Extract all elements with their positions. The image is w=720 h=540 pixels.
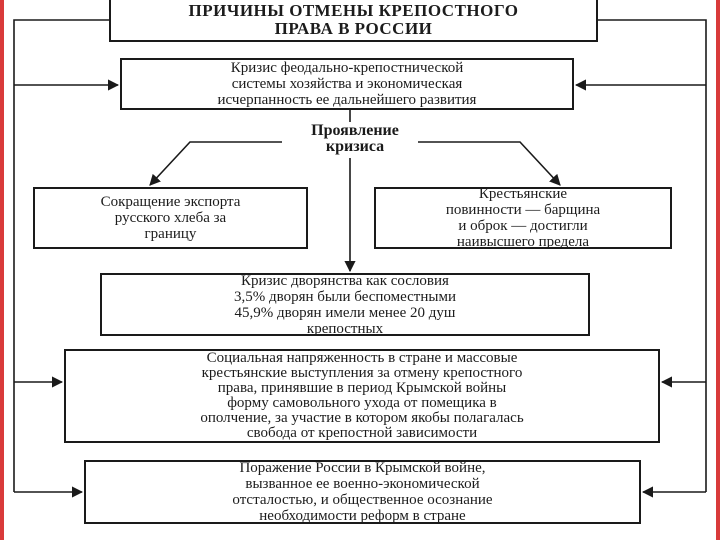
crisis-text: Кризис феодально-крепостнической системы хозяйства и экономическая исчерпанность ее дальнейшего развития xyxy=(217,60,477,108)
defeat-box xyxy=(84,460,641,524)
social-tension-text: Социальная напряженность в стране и массовые крестьянские выступления за отмену крепостного права, принявшие в период Крымской войны форму самовольного ухода от помещика в ополчение, за участие в котором якобы полагалась свобода от крепостной зависимости xyxy=(200,350,524,441)
manifestation-label: Проявление кризиса xyxy=(311,122,399,155)
duties-text: Крестьянские повинности — барщина и оброк — достигли наивысшего предела xyxy=(445,186,601,250)
diagram-title: ПРИЧИНЫ ОТМЕНЫ КРЕПОСТНОГО ПРАВА В РОССИИ xyxy=(188,1,519,38)
nobility-text: Кризис дворянства как сословия 3,5% дворян были беспоместными 45,9% дворян имели менее 20 душ крепостных xyxy=(234,272,456,337)
export-box xyxy=(33,187,308,249)
export-text: Сокращение экспорта русского хлеба за границу xyxy=(100,194,241,242)
nobility-box xyxy=(100,273,590,336)
crisis-box xyxy=(120,58,574,110)
arrow-to-export xyxy=(150,142,282,185)
title-box xyxy=(109,0,598,42)
defeat-text: Поражение России в Крымской войне, вызванное ее военно-экономической отсталостью, и общественное осознание необходимости реформ в стране xyxy=(232,460,493,524)
social-tension-box xyxy=(64,349,660,443)
duties-box xyxy=(374,187,672,249)
